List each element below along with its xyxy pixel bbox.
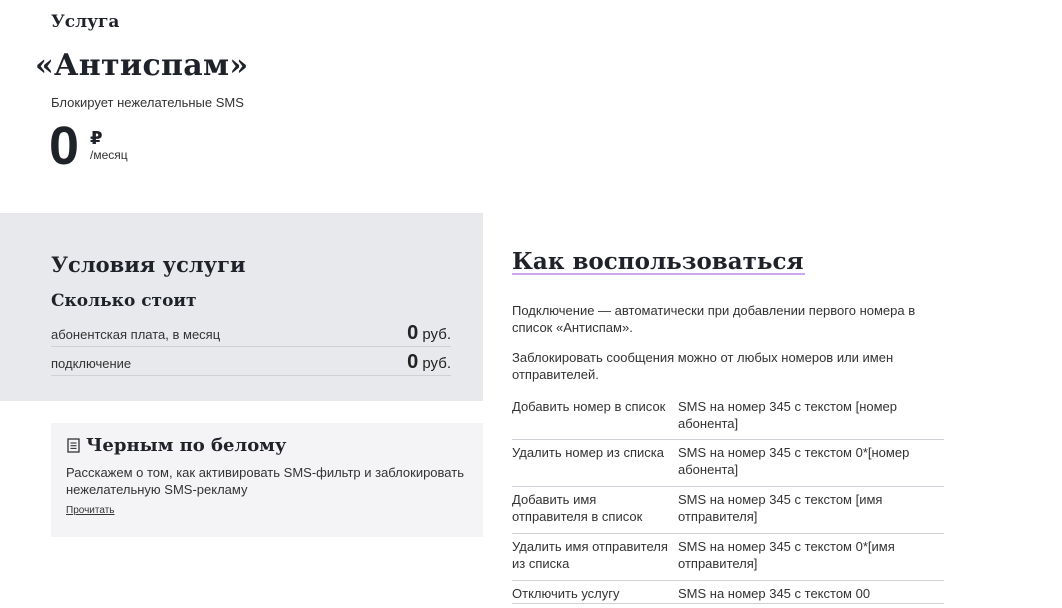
article-card (51, 423, 483, 537)
price-row-unit: руб. (418, 326, 451, 343)
page-subtitle: Блокирует нежелательные SMS (51, 95, 244, 110)
how-to-use-note: Заблокировать сообщения можно от любых номеров или имен отправителей. (512, 350, 894, 382)
price-row-value (407, 351, 451, 374)
command-text: SMS на номер 345 с текстом 0*[номер абонента] (678, 445, 910, 477)
command-text: SMS на номер 345 с текстом 0*[имя отправителя] (678, 539, 895, 571)
conditions-subtitle: Сколько стоит (51, 291, 197, 311)
command-action: Отключить услугу (512, 586, 620, 601)
command-text: SMS на номер 345 с текстом 00 (678, 586, 871, 601)
price-row-number: 0 (407, 351, 419, 373)
command-row (512, 394, 944, 440)
command-action: Добавить номер в список (512, 399, 666, 414)
price-currency: ₽ (90, 128, 103, 148)
command-row (512, 440, 944, 487)
command-action: Удалить имя отправителя из списка (512, 539, 668, 571)
price-row-unit: руб. (418, 355, 451, 372)
command-text: SMS на номер 345 с текстом [номер абонента] (678, 399, 898, 431)
price-row-label: абонентская плата, в месяц (51, 327, 221, 342)
command-row (512, 487, 944, 534)
price-row-value (407, 322, 451, 345)
command-row (512, 534, 944, 581)
command-row (512, 581, 944, 604)
read-link[interactable]: Прочитать (66, 505, 115, 516)
price-value: 0 (49, 116, 80, 176)
command-text: SMS на номер 345 с текстом [имя отправителя] (678, 492, 883, 524)
price-row-number: 0 (407, 322, 419, 344)
page-title: «Антиспам» (35, 48, 249, 83)
conditions-title: Условия услуги (51, 252, 246, 277)
price-row-label: подключение (51, 356, 132, 371)
document-icon (67, 438, 80, 453)
service-eyebrow: Услуга (51, 12, 120, 32)
price-row-subscription (51, 318, 451, 347)
command-action: Добавить имя отправителя в список (512, 492, 643, 524)
how-to-use-title: Как воспользоваться (512, 248, 804, 275)
conditions-panel (0, 213, 483, 401)
article-title: Черным по белому (86, 435, 287, 456)
command-action: Удалить номер из списка (512, 445, 665, 460)
article-description: Расскажем о том, как активировать SMS-фильтр и заблокировать нежелательную SMS-рекламу (66, 465, 464, 497)
price-period: /месяц (90, 148, 128, 162)
commands-table (512, 394, 944, 604)
how-to-use-intro: Подключение — автоматически при добавлении первого номера в список «Антиспам». (512, 303, 916, 335)
price-row-connection (51, 347, 451, 376)
